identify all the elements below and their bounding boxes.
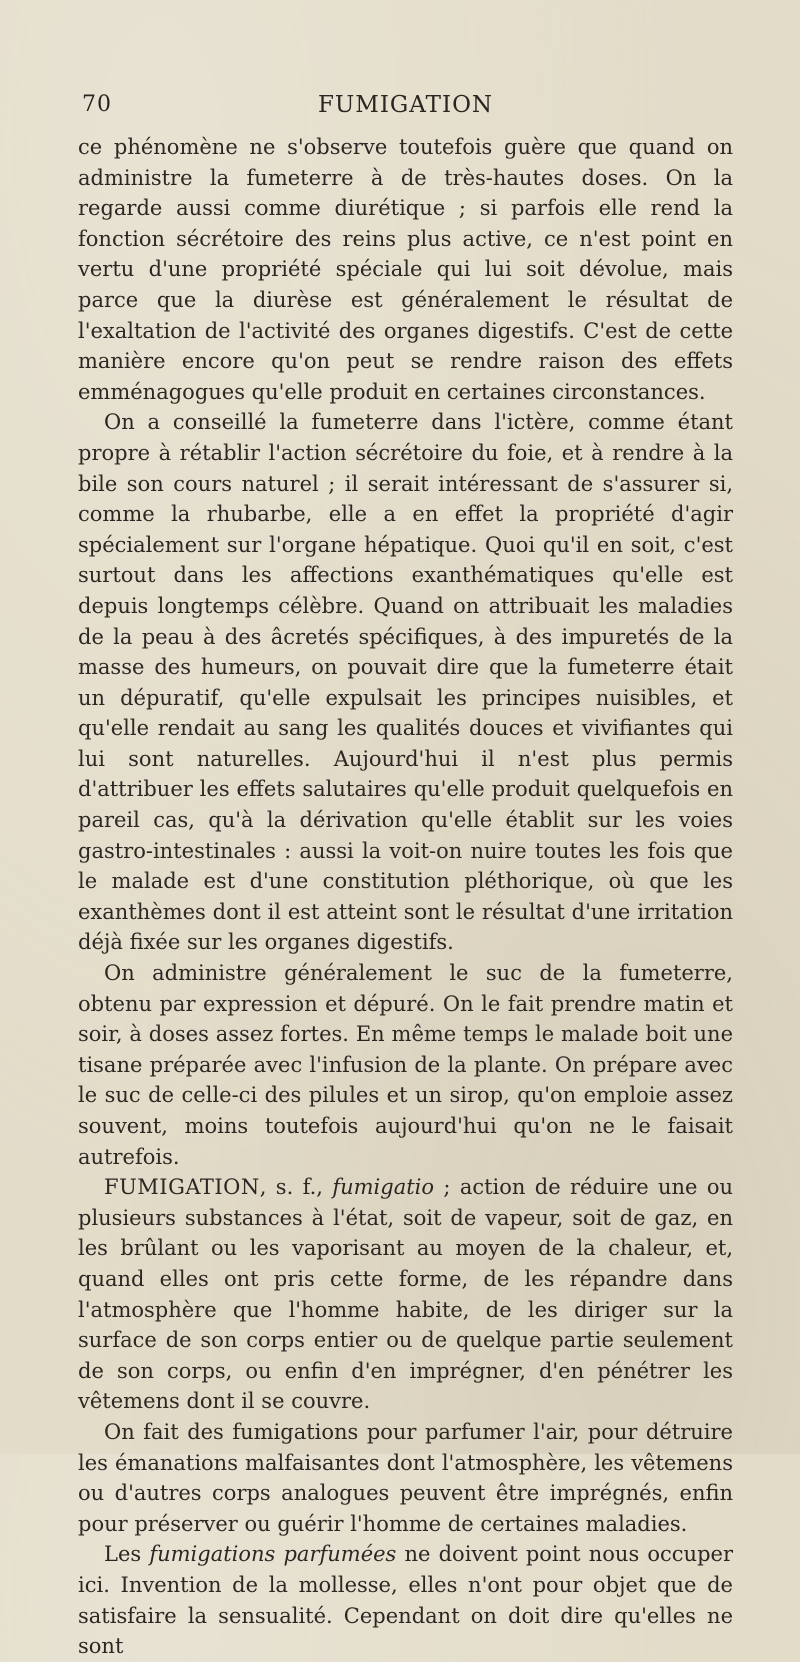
entry-fumigation — [78, 1172, 733, 1417]
page-number: 70 — [82, 92, 112, 117]
paragraph-5: On fait des fumigations pour parfumer l'air, pour détruire les émanations malfaisantes dont l'atmosphère, les vêtemens ou d'autres corps analogues peuvent être imprégnés, enfin pour préserver ou guérir l'homme de certaines maladies. — [78, 1419, 733, 1536]
paragraph-6 — [78, 1539, 733, 1661]
paragraph-6-text: ne doivent point nous occuper ici. Invention de la mollesse, elles n'ont pour objet que de satisfaire la sensualité. Cependant on doit dire qu'elles ne sont — [78, 1542, 733, 1659]
page-header — [78, 92, 733, 130]
entry-headword: FUMIGATION — [104, 1175, 260, 1200]
paragraph-3: On administre généralement le suc de la fumeterre, obtenu par expression et dépuré. On le fait prendre matin et soir, à doses assez fortes. En même temps le malade boit une tisane préparée avec l'infusion de la plante. On prépare avec le suc de celle-ci des pilules et un sirop, qu'on emploie assez souvent, moins toutefois aujourd'hui qu'on ne le faisait autrefois. — [78, 961, 733, 1169]
body-text — [78, 132, 733, 1662]
entry-latin: fumigatio — [332, 1175, 435, 1200]
paragraph-6-lead: Les — [104, 1542, 142, 1567]
entry-grammar: , s. f., — [259, 1175, 323, 1200]
paragraph-6-italic: fumigations parfumées — [149, 1542, 397, 1567]
running-title: FUMIGATION — [317, 92, 494, 118]
paragraph-2: On a conseillé la fumeterre dans l'ictère, comme étant propre à rétablir l'action sécrétoire du foie, et à rendre à la bile son cours naturel ; il serait intéressant de s'assurer si, comme la rhubarbe, elle a en effet la propriété d'agir spécialement sur l'organe hépatique. Quoi qu'il en soit, c'est surtout dans les affections exanthématiques qu'elle est depuis longtemps célèbre. Quand on attribuait les maladies de la peau à des âcretés spécifiques, à des impuretés de la masse des humeurs, on pouvait dire que la fumeterre était un dépuratif, qu'elle expulsait les principes nuisibles, et qu'elle rendait au sang les qualités douces et vivifiantes qui lui sont naturelles. Aujourd'hui il n'est plus permis d'attribuer les effets salutaires qu'elle produit quelquefois en pareil cas, qu'à la dérivation qu'elle établit sur les voies gastro-intestinales : aussi la voit-on nuire toutes les fois que le malade est d'une constitution pléthorique, où que les exanthèmes dont il est atteint sont le résultat d'une irritation déjà fixée sur les organes digestifs. — [78, 410, 733, 955]
paragraph-1: ce phénomène ne s'observe toutefois guère que quand on administre la fumeterre à de très-hautes doses. On la regarde aussi comme diurétique ; si parfois elle rend la fonction sécrétoire des reins plus active, ce n'est point en vertu d'une propriété spéciale qui lui soit dévolue, mais parce que la diurèse est généralement le résultat de l'exaltation de l'activité des organes digestifs. C'est de cette manière encore qu'on peut se rendre raison des effets emménagogues qu'elle produit en certaines circonstances. — [78, 135, 733, 404]
entry-definition: ; action de réduire une ou plusieurs substances à l'état, soit de vapeur, soit de gaz, en les brûlant ou les vaporisant au moyen de la chaleur, et, quand elles ont pris cette forme, de les répandre dans l'atmosphère que l'homme habite, de les diriger sur la surface de son corps entier ou de quelque partie seulement de son corps, ou enfin d'en imprégner, d'en pénétrer les vêtemens dont il se couvre. — [78, 1175, 733, 1414]
book-page — [78, 92, 733, 1662]
